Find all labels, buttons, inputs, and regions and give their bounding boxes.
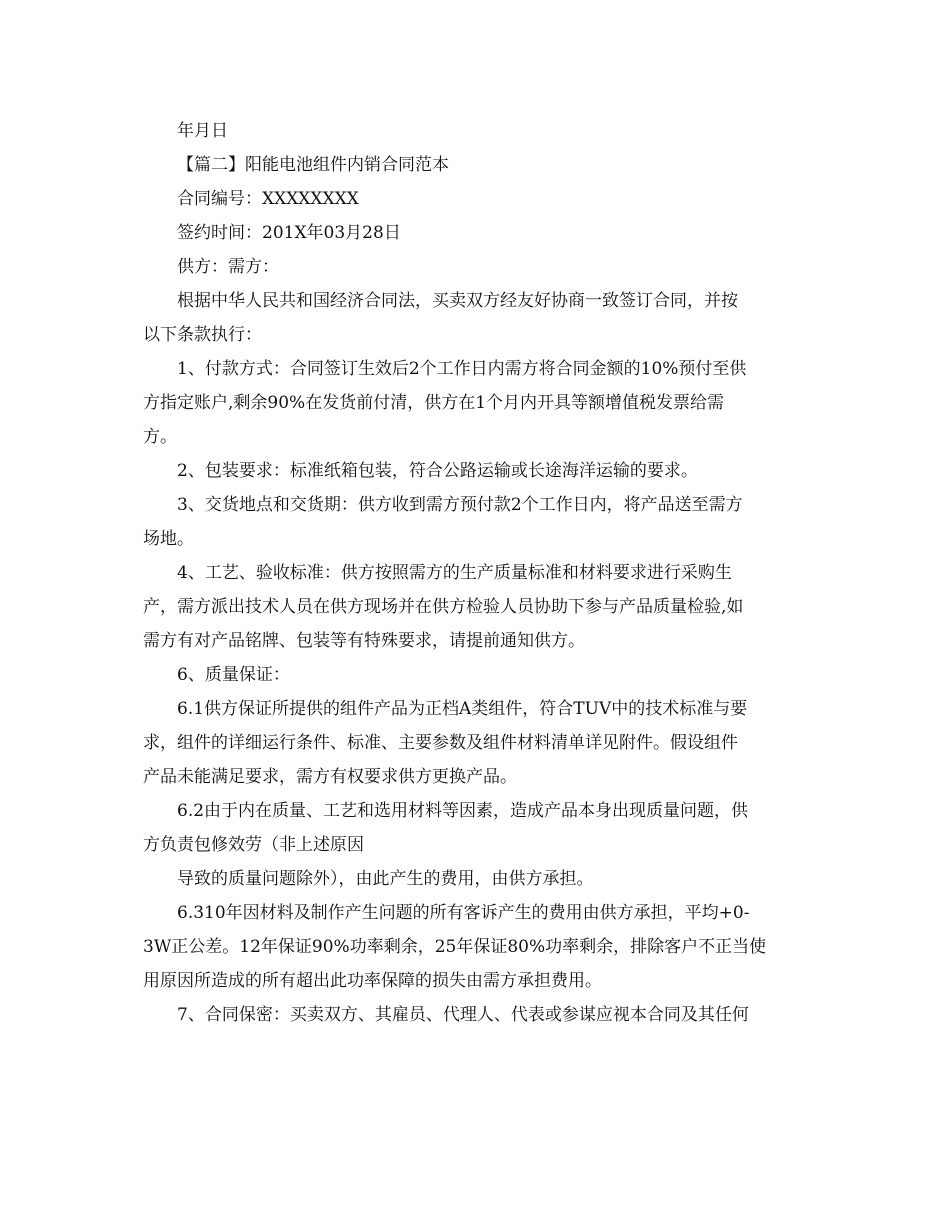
parties-line: 供方：需方： bbox=[177, 257, 279, 277]
document-body bbox=[143, 114, 807, 1032]
paragraph-line: 方。 bbox=[143, 427, 177, 447]
paragraph-line: 6.1供方保证所提供的组件产品为正档A类组件，符合TUV中的技术标准与要 bbox=[177, 699, 748, 719]
paragraph-line: 7、合同保密：买卖双方、其雇员、代理人、代表或参谋应视本合同及其任何 bbox=[177, 1005, 749, 1025]
paragraph-line: 产，需方派出技术人员在供方现场并在供方检验人员协助下参与产品质量检验,如 bbox=[143, 597, 744, 617]
signing-date: 签约时间：201X年03月28日 bbox=[177, 223, 401, 243]
paragraph-line: 需方有对产品铭牌、包装等有特殊要求，请提前通知供方。 bbox=[143, 631, 585, 651]
paragraph-line: 用原因所造成的所有超出此功率保障的损失由需方承担费用。 bbox=[143, 971, 602, 991]
paragraph-line: 导致的质量问题除外），由此产生的费用，由供方承担。 bbox=[177, 869, 594, 889]
paragraph-line: 4、工艺、验收标准：供方按照需方的生产质量标准和材料要求进行采购生 bbox=[177, 563, 732, 583]
paragraph-line: 以下条款执行： bbox=[143, 325, 262, 345]
paragraph-line: 根据中华人民共和国经济合同法，买卖双方经友好协商一致签订合同，并按 bbox=[177, 291, 738, 311]
paragraph-line: 6.2由于内在质量、工艺和选用材料等因素，造成产品本身出现质量问题，供 bbox=[177, 801, 749, 821]
date-line: 年月日 bbox=[177, 121, 228, 141]
paragraph-line: 方负责包修效劳（非上述原因 bbox=[143, 835, 364, 855]
section-title: 【篇二】阳能电池组件内销合同范本 bbox=[177, 155, 449, 175]
paragraph-line: 1、付款方式：合同签订生效后2个工作日内需方将合同金额的10%预付至供 bbox=[177, 359, 747, 379]
paragraph-line: 3、交货地点和交货期：供方收到需方预付款2个工作日内，将产品送至需方 bbox=[177, 495, 743, 515]
paragraph-line: 求，组件的详细运行条件、标准、主要参数及组件材料清单详见附件。假设组件 bbox=[143, 733, 738, 753]
paragraph-line: 2、包装要求：标准纸箱包装，符合公路运输或长途海洋运输的要求。 bbox=[177, 461, 698, 481]
contract-number: 合同编号：XXXXXXXX bbox=[177, 189, 359, 209]
paragraph-line: 产品未能满足要求，需方有权要求供方更换产品。 bbox=[143, 767, 517, 787]
paragraph-line: 6、质量保证： bbox=[177, 665, 290, 685]
paragraph-line: 6.310年因材料及制作产生问题的所有客诉产生的费用由供方承担，平均+0- bbox=[177, 903, 750, 923]
paragraph-line: 场地。 bbox=[143, 529, 194, 549]
paragraph-line: 3W正公差。12年保证90%功率剩余，25年保证80%功率剩余，排除客户不正当使 bbox=[143, 937, 767, 957]
paragraph-line: 方指定账户,剩余90%在发货前付清，供方在1个月内开具等额增值税发票给需 bbox=[143, 393, 725, 413]
